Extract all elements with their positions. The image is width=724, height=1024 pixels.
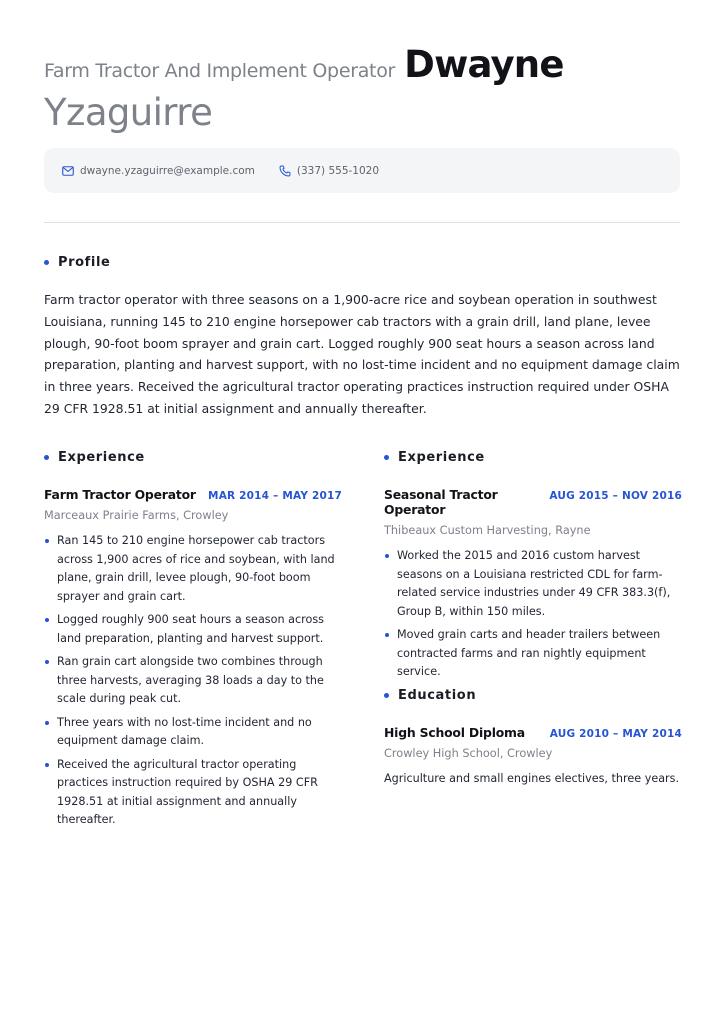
education-description: Agriculture and small engines electives, three years.	[384, 771, 680, 785]
education-header	[384, 725, 682, 740]
experience-heading	[44, 450, 342, 465]
first-name: Dwayne	[404, 43, 564, 86]
profile-title: Profile	[58, 255, 111, 270]
list-item: Ran grain cart alongside two combines through three harvests, averaging 38 loads a day to the scale during peak cut.	[44, 653, 342, 709]
school: Crowley High School, Crowley	[384, 746, 553, 760]
list-item: Ran 145 to 210 engine horsepower cab tractors across 1,900 acres of rice and soybean, with land plane, grain drill, levee plough, 90-foot boom sprayer and grain cart.	[44, 532, 342, 606]
bullet-dot-icon	[384, 455, 389, 460]
list-item: Logged roughly 900 seat hours a season across land preparation, planting and harvest support.	[44, 611, 342, 648]
header-divider	[44, 222, 680, 223]
job-role: Farm Tractor Operator	[44, 487, 196, 502]
profile-section	[44, 255, 680, 420]
phone-contact[interactable]	[279, 165, 379, 177]
mail-icon	[62, 166, 74, 176]
profile-heading	[44, 255, 680, 270]
job-header	[44, 487, 342, 502]
job-title: Farm Tractor And Implement Operator	[44, 60, 396, 82]
experience-title: Experience	[58, 450, 145, 465]
list-item: Received the agricultural tractor operating practices instruction required by OSHA 29 CFR 1928.51 at initial assignment and annually thereafter.	[44, 756, 342, 830]
job-dates: AUG 2015 – NOV 2016	[549, 490, 682, 502]
bullet-dot-icon	[384, 693, 389, 698]
list-item: Worked the 2015 and 2016 custom harvest seasons on a Louisiana restricted CDL for farm-related service industries under 49 CFR 383.3(f), Group B, within 150 miles.	[384, 547, 682, 621]
experience-title: Experience	[398, 450, 485, 465]
email-contact[interactable]	[62, 165, 255, 177]
experience-heading	[384, 450, 682, 465]
bullet-dot-icon	[44, 260, 49, 265]
name-line	[44, 44, 684, 93]
experience-column-left	[44, 450, 342, 835]
job-role: Seasonal Tractor Operator	[384, 487, 498, 517]
resume-header	[44, 44, 684, 135]
list-item: Moved grain carts and header trailers between contracted farms and ran nightly equipment service.	[384, 626, 682, 682]
profile-summary: Farm tractor operator with three seasons on a 1,900-acre rice and soybean operation in southwest Louisiana, running 145 to 210 engine horsepower cab tractors with a grain drill, land plane, levee plough, 90-foot boom sprayer and grain cart. Logged roughly 900 seat hours a season across land preparation, planting and harvest support, with no lost-time incident and no equipment damage claim in three years. Received the agricultural tractor operating practices instruction required under OSHA 29 CFR 1928.51 at initial assignment and annually thereafter.	[44, 292, 680, 416]
phone-text: (337) 555-1020	[296, 164, 380, 177]
last-name: Yzaguirre	[44, 91, 213, 134]
bullet-dot-icon	[44, 455, 49, 460]
job-dates: MAR 2014 – MAY 2017	[208, 490, 342, 502]
phone-icon	[279, 165, 291, 177]
degree: High School Diploma	[384, 724, 525, 740]
job-header	[384, 487, 682, 517]
education-title: Education	[398, 687, 477, 703]
job-bullets	[44, 532, 342, 830]
education-dates: AUG 2010 – MAY 2014	[549, 727, 682, 740]
education-heading	[384, 688, 682, 703]
job-bullets	[384, 547, 682, 682]
email-text: dwayne.yzaguirre@example.com	[80, 164, 255, 177]
experience-column-right	[384, 450, 682, 788]
contact-bar	[44, 148, 680, 193]
list-item: Three years with no lost-time incident and no equipment damage claim.	[44, 714, 342, 751]
job-organization: Thibeaux Custom Harvesting, Rayne	[384, 524, 591, 537]
job-organization: Marceaux Prairie Farms, Crowley	[44, 509, 229, 522]
